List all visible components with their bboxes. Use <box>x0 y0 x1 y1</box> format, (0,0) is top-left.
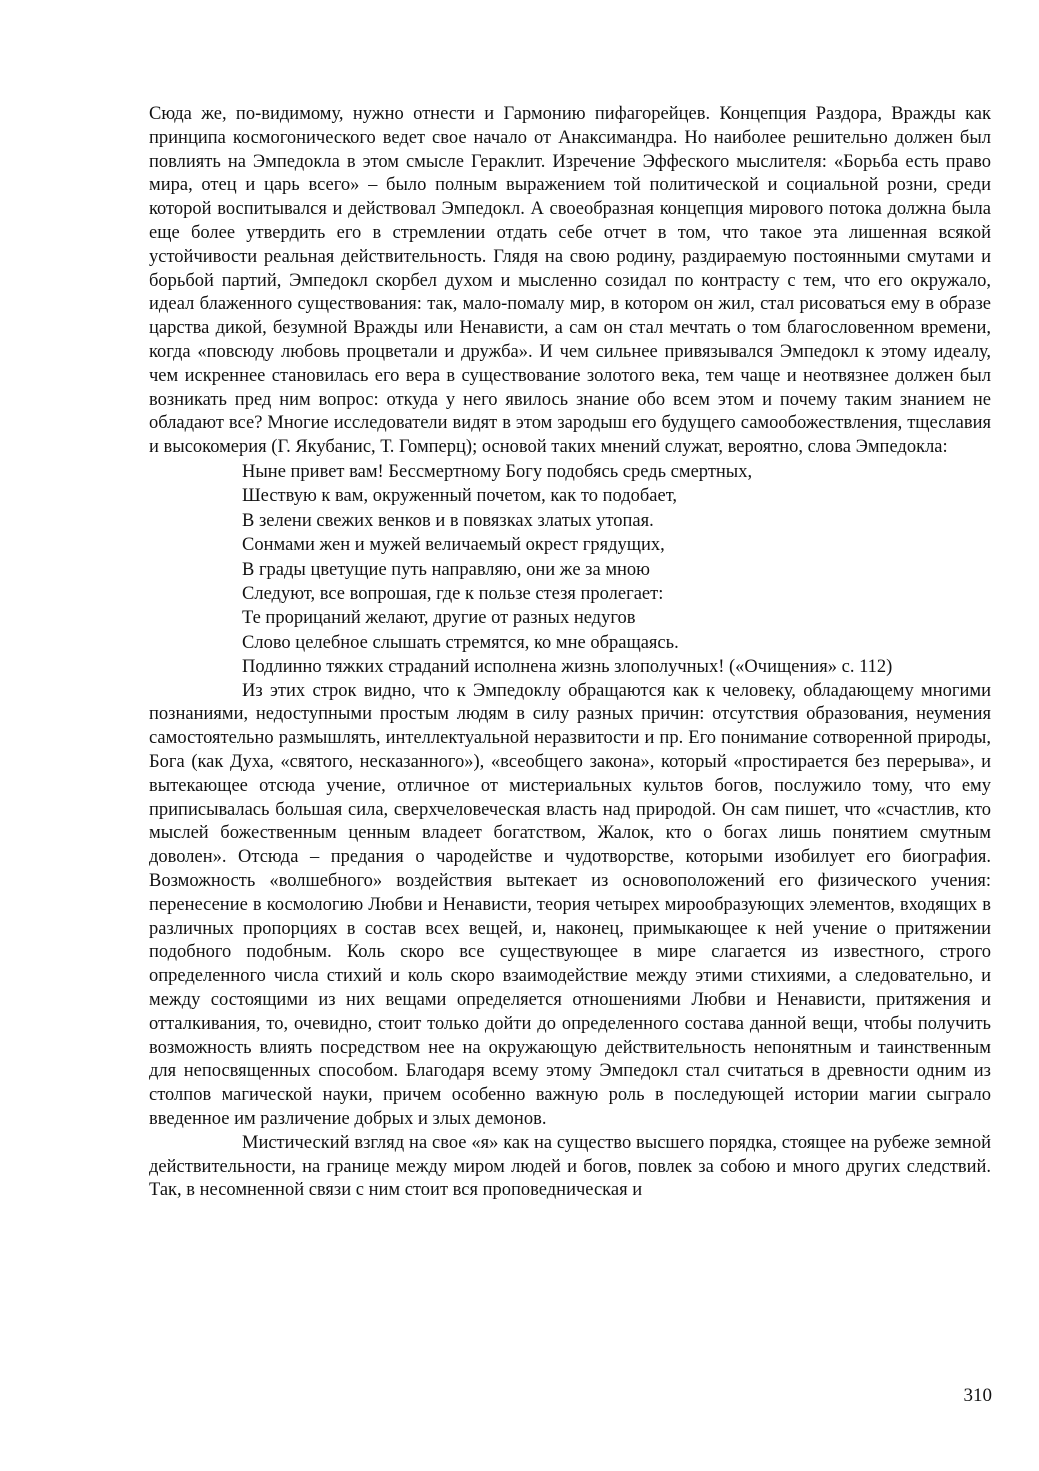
body-paragraph: Мистический взгляд на свое «я» как на существо высшего порядка, стоящее на рубеже земной действительности, на границе между миром людей и богов, повлек за собою и много других следствий. Так, в несомненной связи с ним стоит вся проповедническая и <box>149 1132 991 1201</box>
page-body <box>149 103 991 1203</box>
poem-line: Подлинно тяжких страданий исполнена жизнь злополучных! («Очищения» с. 112) <box>242 657 893 678</box>
poem-line: Следуют, все вопрошая, где к пользе стезя пролегает: <box>242 583 664 604</box>
poem-line: Те прорицаний желают, другие от разных недугов <box>242 608 636 629</box>
poem-line: Сонмами жен и мужей величаемый окрест грядущих, <box>242 535 665 556</box>
poem-line: В грады цветущие путь направляю, они же за мною <box>242 559 650 580</box>
poem-line: Ныне привет вам! Бессмертному Богу подобясь средь смертных, <box>242 461 753 482</box>
body-paragraph: Из этих строк видно, что к Эмпедоклу обращаются как к человеку, обладающему многими познаниями, недоступными простым людям в силу разных причин: отсутствия образования, неумения самостоятельно размышлять, интеллектуальной неразвитости и пр. Его понимание сотворенной природы, Бога (как Духа, «святого, несказанного»), «всеобщего закона», который «простирается без перерыва», и вытекающее отсюда учение, отличное от мистериальных культов богов, послужило тому, что ему приписывалась большая сила, сверхчеловеческая власть над природой. Он сам пишет, что «счастлив, кто мыслей божественным ценным владеет богатством, Жалок, кто о богах лишь понятием смутным доволен». Отсюда – предания о чародействе и чудотворстве, которыми изобилует его биография. Возможность «волшебного» воздействия вытекает из основоположений его физического учения: перенесение в космологию Любви и Ненависти, теория четырех мирообразующих элементов, входящих в различных пропорциях в состав всех вещей, и, наконец, примыкающее к ней учение о притяжении подобного подобным. Коль скоро все существующее в мире слагается из известного, строго определенного числа стихий и коль скоро взаимодействие между этими стихиями, а следовательно, и между состоящими из них вещами определяется отношениями Любви и Ненависти, притяжения и отталкивания, то, очевидно, стоит только дойти до определенного состава данной вещи, чтобы получить возможность влиять посредством нее на окружающую действительность непонятным и таинственным для непосвященных способом. Благодаря всему этому Эмпедокл стал считаться в древности одним из столпов магической науки, причем особенно важную роль в последующей истории магии сыграло введенное им различение добрых и злых демонов. <box>149 680 991 1129</box>
poem-line: Слово целебное слышать стремятся, ко мне обращаясь. <box>242 632 679 653</box>
page-number: 310 <box>963 1385 992 1406</box>
body-paragraph: Сюда же, по-видимому, нужно отнести и Гармонию пифагорейцев. Концепция Раздора, Вражды как принципа космогонического ведет свое начало от Анаксимандра. Но наиболее решительно должен был повлиять на Эмпедокла в этом смысле Гераклит. Изречение Эффеского мыслителя: «Борьба есть право мира, отец и царь всего» – было полным выражением той политической и социальной розни, среди которой воспитывался и действовал Эмпедокл. А своеобразная концепция мирового потока должна была еще более утвердить его в стремлении отдать себе отчет в том, что такое эта лишенная всякой устойчивости реальная действительность. Глядя на свою родину, раздираемую постоянными смутами и борьбой партий, Эмпедокл скорбел духом и мысленно созидал по контрасту с тем, что его окружало, идеал блаженного существования: так, мало-помалу мир, в котором он жил, стал рисоваться ему в образе царства дикой, безумной Вражды или Ненависти, а сам он стал мечтать о том благословенном времени, когда «повсюду любовь процветали и дружба». И чем сильнее привязывался Эмпедокл к этому идеалу, чем искреннее становилась его вера в существование золотого века, тем чаще и неотвязнее должен был возникать пред ним вопрос: откуда у него явилось знание обо всем этом и почему таким знанием не обладают все? Многие исследователи видят в этом зародыш его будущего самообожествления, тщеславия и высокомерия (Г. Якубанис, Т. Гомперц); основой таких мнений служат, вероятно, слова Эмпедокла: <box>149 104 991 458</box>
poem-line: Шествую к вам, окруженный почетом, как то подобает, <box>242 486 678 507</box>
poem-quotation <box>149 460 991 680</box>
poem-line: В зелени свежих венков и в повязках златых утопая. <box>242 510 654 531</box>
